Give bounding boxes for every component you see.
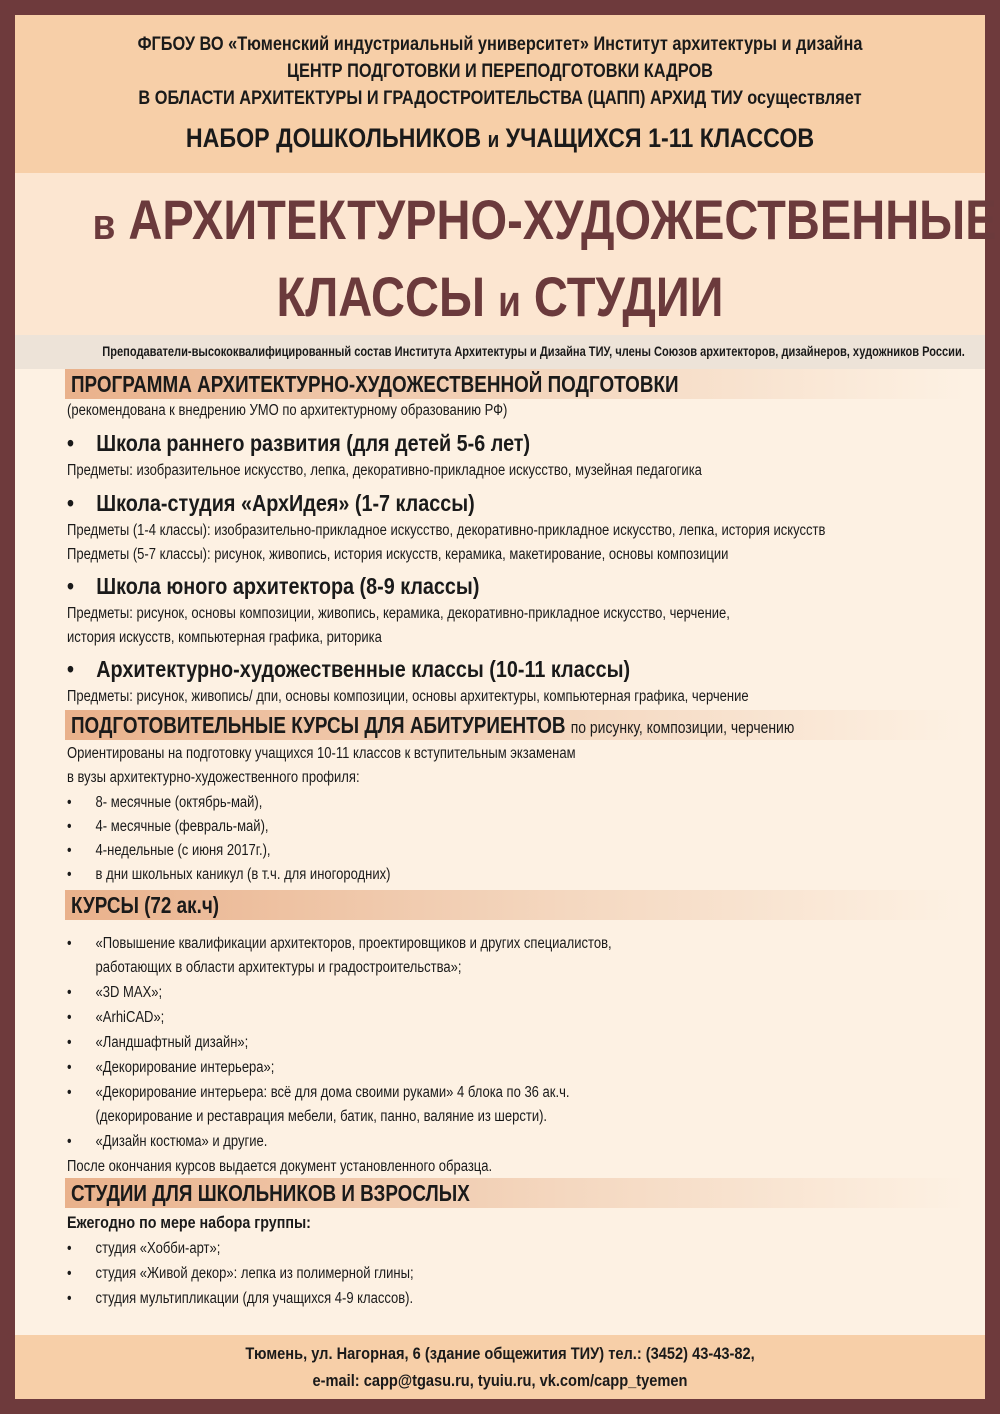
course-item: • «Ландшафтный дизайн»; bbox=[67, 1034, 249, 1051]
course-item: • «Декорирование интерьера»; bbox=[67, 1059, 275, 1076]
school-subjects: Предметы (5-7 классы): рисунок, живопись, история искусств, керамика, макетирование, основы композиции bbox=[67, 546, 729, 563]
studio-item: • студия «Живой декор»: лепка из полимерной глины; bbox=[67, 1265, 414, 1282]
school-item: • Школа раннего развития (для детей 5-6 лет) bbox=[67, 430, 531, 456]
studios-intro: Ежегодно по мере набора группы: bbox=[67, 1213, 311, 1232]
main-title bbox=[15, 173, 997, 335]
course-item-cont: работающих в области архитектуры и градостроительства»; bbox=[95, 959, 462, 976]
prep-item: • в дни школьных каникул (в т.ч. для иногородних) bbox=[67, 866, 391, 883]
studio-item: • студия «Хобби-арт»; bbox=[67, 1240, 221, 1257]
course-item: • «3D MAX»; bbox=[67, 984, 163, 1001]
prep-desc: Ориентированы на подготовку учащихся 10-11 классов к вступительным экзаменам bbox=[67, 745, 576, 762]
school-subjects: Предметы (1-4 классы): изобразительно-прикладное искусство, декоративно-прикладное искусство, лепка, история искусств bbox=[67, 522, 826, 539]
school-item: • Школа юного архитектора (8-9 классы) bbox=[67, 573, 480, 599]
prep-item: • 4-недельные (с июня 2017г.), bbox=[67, 842, 271, 859]
school-item: • Архитектурно-художественные классы (10-11 классы) bbox=[67, 656, 631, 682]
school-subjects: Предметы: рисунок, живопись/ дпи, основы композиции, основы архитектуры, компьютерная графика, черчение bbox=[67, 688, 749, 705]
prep-item: • 4- месячные (февраль-май), bbox=[67, 818, 269, 835]
school-item: • Школа-студия «АрхИдея» (1-7 классы) bbox=[67, 490, 475, 516]
course-item: • «Повышение квалификации архитекторов, проектировщиков и других специалистов, bbox=[67, 935, 612, 952]
school-subjects: Предметы: изобразительное искусство, лепка, декоративно-прикладное искусство, музейная педагогика bbox=[67, 462, 702, 479]
studios-heading: СТУДИИ ДЛЯ ШКОЛЬНИКОВ И ВЗРОСЛЫХ bbox=[65, 1178, 965, 1208]
courses-note: После окончания курсов выдается документ установленного образца. bbox=[67, 1158, 493, 1175]
header-line-university: ФГБОУ ВО «Тюменский индустриальный университет» Институт архитектуры и дизайна bbox=[137, 34, 863, 55]
poster bbox=[15, 15, 997, 1399]
prep-desc: в вузы архитектурно-художественного профиля: bbox=[67, 769, 360, 786]
prep-heading: ПОДГОТОВИТЕЛЬНЫЕ КУРСЫ ДЛЯ АБИТУРИЕНТОВ по рисунку, композиции, черчению bbox=[65, 710, 965, 740]
program-note: (рекомендована к внедрению УМО по архитектурному образованию РФ) bbox=[67, 402, 508, 419]
teachers-note: Преподаватели-высококвалифицированный состав Института Архитектуры и Дизайна ТИУ, члены Союзов архитекторов, дизайнеров, художников России. bbox=[15, 335, 985, 369]
courses-heading: КУРСЫ (72 ак.ч) bbox=[65, 890, 965, 920]
main-title-line-2: КЛАССЫ и СТУДИИ bbox=[276, 265, 724, 328]
footer-contacts bbox=[15, 1335, 985, 1399]
header-line-center: ЦЕНТР ПОДГОТОВКИ И ПЕРЕПОДГОТОВКИ КАДРОВ bbox=[287, 61, 713, 82]
prep-item: • 8- месячные (октябрь-май), bbox=[67, 794, 263, 811]
studio-item: • студия мультипликации (для учащихся 4-9 классов). bbox=[67, 1290, 414, 1307]
main-title-line-1: в АРХИТЕКТУРНО-ХУДОЖЕСТВЕННЫЕ bbox=[92, 188, 997, 251]
school-subjects: Предметы: рисунок, основы композиции, живопись, керамика, декоративно-прикладное искусство, черчение, bbox=[67, 605, 730, 622]
header-line-field: В ОБЛАСТИ АРХИТЕКТУРЫ И ГРАДОСТРОИТЕЛЬСТВА (ЦАПП) АРХИД ТИУ осуществляет bbox=[138, 88, 862, 109]
course-item: • «Дизайн костюма» и другие. bbox=[67, 1133, 268, 1150]
course-item: • «ArhiCAD»; bbox=[67, 1009, 165, 1026]
school-subjects: история искусств, компьютерная графика, риторика bbox=[67, 629, 382, 646]
footer-address: Тюмень, ул. Нагорная, 6 (здание общежития ТИУ) тел.: (3452) 43-43-82, bbox=[245, 1344, 755, 1363]
course-item: • «Декорирование интерьера: всё для дома своими руками» 4 блока по 36 ак.ч. bbox=[67, 1084, 570, 1101]
footer-email: e-mail: capp@tgasu.ru, tyuiu.ru, vk.com/capp_tyemen bbox=[312, 1371, 688, 1390]
program-heading: ПРОГРАММА АРХИТЕКТУРНО-ХУДОЖЕСТВЕННОЙ ПОДГОТОВКИ bbox=[65, 369, 965, 399]
course-item-cont: (декорирование и реставрация мебели, батик, панно, валяние из шерсти). bbox=[95, 1108, 548, 1125]
header-line-enrollment: НАБОР ДОШКОЛЬНИКОВ и УЧАЩИХСЯ 1-11 КЛАССОВ bbox=[185, 123, 815, 153]
header bbox=[15, 15, 985, 173]
